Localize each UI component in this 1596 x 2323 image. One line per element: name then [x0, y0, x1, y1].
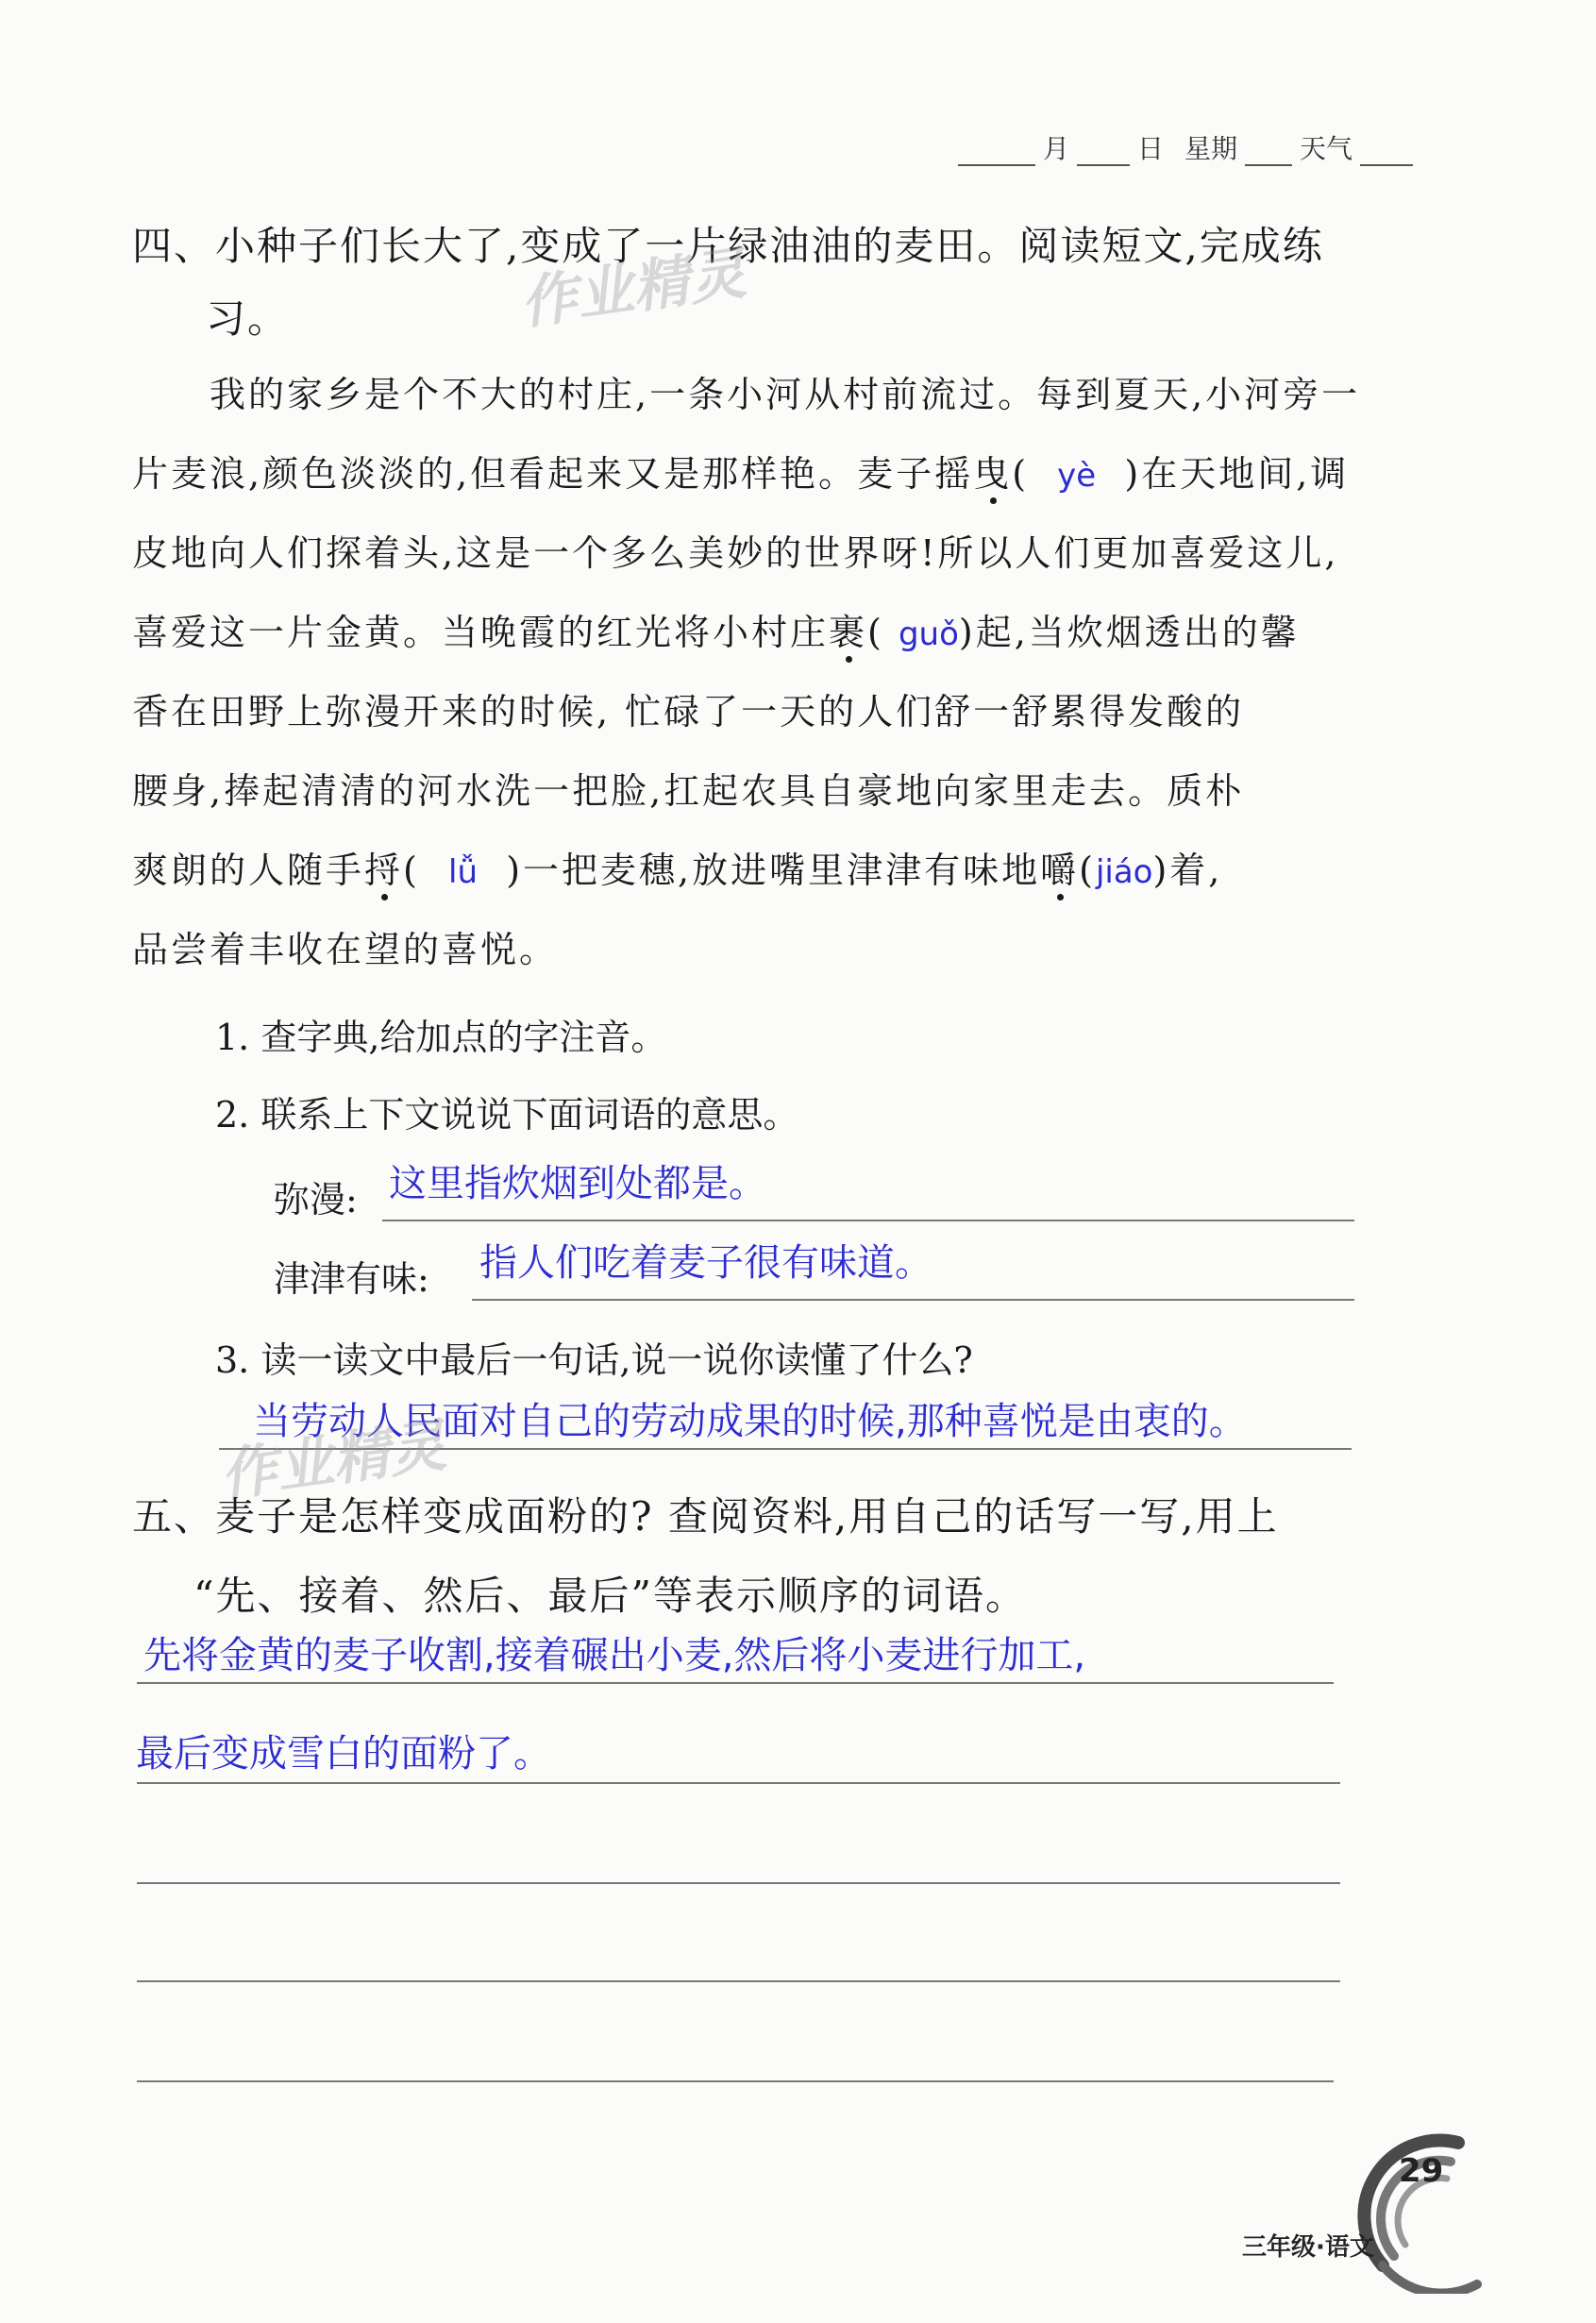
- question-2: 2. 联系上下文说说下面词语的意思。: [215, 1094, 799, 1136]
- passage-line-2: 片麦浪,颜色淡淡的,但看起来又是那样艳。麦子摇曳( yè )在天地间,调: [132, 453, 1350, 495]
- page-number: 29: [1399, 2152, 1444, 2190]
- passage-line-1: 我的家乡是个不大的村庄,一条小河从村前流过。每到夏天,小河旁一: [210, 374, 1361, 415]
- passage-text: )一把麦穗,放进嘴里津津有味地: [506, 850, 1041, 891]
- word1-label: 弥漫:: [274, 1179, 358, 1220]
- question-3: 3. 读一读文中最后一句话,说一说你读懂了什么?: [215, 1339, 973, 1381]
- word1-answer: 这里指炊烟到处都是。: [389, 1162, 766, 1205]
- passage-text: 喜爱这一片金黄。当晚霞的红光将小村庄: [132, 612, 830, 653]
- passage-text: )着,: [1152, 850, 1223, 891]
- pinyin-answer-lv: lǚ: [448, 853, 479, 891]
- pinyin-answer-jiao: jiáo: [1095, 853, 1153, 891]
- answer-line: [382, 1220, 1354, 1221]
- passage-text: )起,当炊烟透出的馨: [958, 612, 1300, 653]
- dotted-char-lv: 捋: [364, 850, 404, 891]
- weekday-blank: [1245, 162, 1292, 166]
- passage-line-3: 皮地向人们探着头,这是一个多么美妙的世界呀!所以人们更加喜爱这儿,: [132, 532, 1339, 574]
- passage-text: 爽朗的人随手: [132, 850, 365, 891]
- section5-title-line1: 五、麦子是怎样变成面粉的? 查阅资料,用自己的话写一写,用上: [132, 1493, 1279, 1540]
- section5-title-line2: “先、接着、然后、最后”等表示顺序的词语。: [193, 1573, 1027, 1619]
- writing-line-1: [137, 1682, 1334, 1684]
- passage-line-5: 香在田野上弥漫开来的时候, 忙碌了一天的人们舒一舒累得发酸的: [132, 691, 1245, 732]
- dotted-char-guo: 裹: [829, 612, 868, 653]
- passage-text: )在天地间,调: [1124, 453, 1350, 495]
- word2-label: 津津有味:: [274, 1258, 429, 1300]
- passage-line-6: 腰身,捧起清清的河水洗一把脸,扛起农具自豪地向家里走去。质朴: [132, 770, 1245, 812]
- date-header: [954, 128, 1417, 166]
- writing-line-5: [137, 2080, 1334, 2082]
- writing-line-2: [137, 1782, 1340, 1784]
- answer-line: [472, 1299, 1354, 1301]
- question-1: 1. 查字典,给加点的字注音。: [215, 1017, 667, 1058]
- pinyin-answer-guo: guǒ: [898, 615, 959, 653]
- passage-text: 片麦浪,颜色淡淡的,但看起来又是那样艳。麦子摇: [132, 453, 974, 495]
- passage-line-7: 爽朗的人随手捋( lǚ )一把麦穗,放进嘴里津津有味地嚼(jiáo)着,: [132, 850, 1223, 891]
- dotted-char-jiao: 嚼: [1040, 850, 1080, 891]
- passage-line-8: 品尝着丰收在望的喜悦。: [132, 929, 559, 970]
- day-blank: [1077, 162, 1130, 166]
- word2-answer: 指人们吃着麦子很有味道。: [479, 1241, 932, 1285]
- watermark-middle: 作业精灵: [215, 1412, 450, 1510]
- writing-line-4: [137, 1980, 1340, 1982]
- footer-grade-subject: 三年级·语文: [1242, 2233, 1374, 2262]
- section5-answer-line2: 最后变成雪白的面粉了。: [136, 1732, 551, 1776]
- writing-line-3: [137, 1882, 1340, 1884]
- section5-answer-line1: 先将金黄的麦子收割,接着碾出小麦,然后将小麦进行加工,: [143, 1634, 1086, 1677]
- dotted-char-ye: 曳: [973, 453, 1013, 495]
- page-number-swirl-icon: [1345, 2124, 1496, 2294]
- section4-title-line1: 四、小种子们长大了,变成了一片绿油油的麦田。阅读短文,完成练: [132, 223, 1324, 269]
- weekday-label: 星期: [1184, 133, 1237, 164]
- section4-title-line2: 习。: [206, 295, 290, 342]
- month-label: 月: [1042, 133, 1069, 164]
- passage-line-4: 喜爱这一片金黄。当晚霞的红光将小村庄裹( guǒ)起,当炊烟透出的馨: [132, 612, 1300, 653]
- pinyin-answer-ye: yè: [1057, 457, 1097, 495]
- month-blank: [958, 162, 1035, 166]
- day-label: 日: [1136, 133, 1164, 164]
- weather-blank: [1360, 162, 1413, 166]
- watermark-top: 作业精灵: [515, 240, 750, 338]
- question-3-answer: 当劳动人民面对自己的劳动成果的时候,那种喜悦是由衷的。: [253, 1400, 1247, 1443]
- weather-label: 天气: [1299, 133, 1352, 164]
